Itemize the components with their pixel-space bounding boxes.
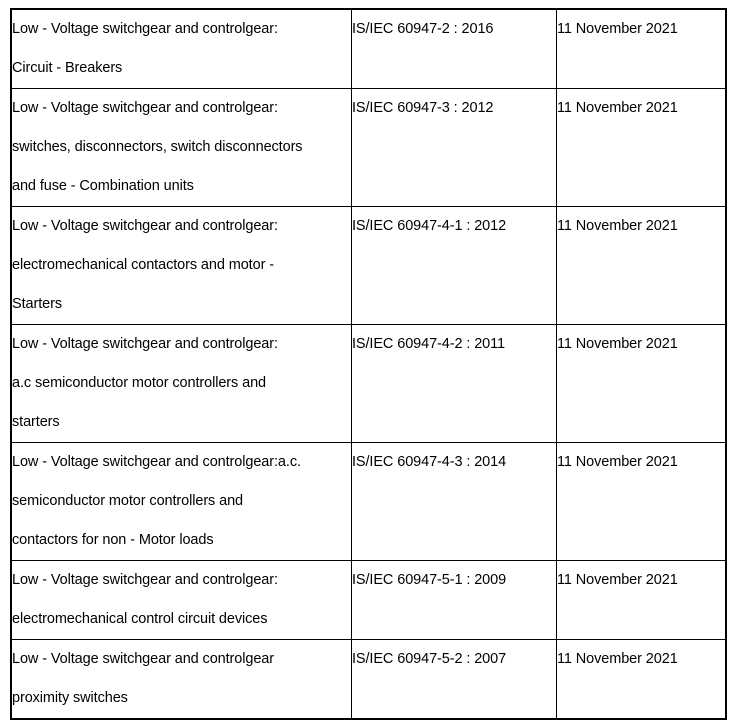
standard-number: IS/IEC 60947-4-1 : 2012: [352, 218, 507, 234]
standard-number: IS/IEC 60947-3 : 2012: [352, 100, 494, 116]
standard-cell: [352, 561, 557, 640]
standard-cell: [352, 89, 557, 207]
date-value: 11 November 2021: [557, 100, 678, 116]
standards-table-body: [11, 9, 726, 719]
standard-number: IS/IEC 60947-5-2 : 2007: [352, 651, 507, 667]
date-value: 11 November 2021: [557, 651, 678, 667]
description-line: Low - Voltage switchgear and controlgear:: [12, 21, 278, 37]
date-value: 11 November 2021: [557, 336, 678, 352]
description-cell: [11, 89, 352, 207]
description-cell: [11, 443, 352, 561]
date-value: 11 November 2021: [557, 21, 678, 37]
table-row: [11, 640, 726, 720]
standard-number: IS/IEC 60947-4-3 : 2014: [352, 454, 507, 470]
description-line: electromechanical contactors and motor -: [12, 257, 274, 273]
standard-cell: [352, 9, 557, 89]
table-row: [11, 9, 726, 89]
date-cell: [557, 89, 727, 207]
description-line: Low - Voltage switchgear and controlgear:a.c.: [12, 454, 301, 470]
description-line: semiconductor motor controllers and: [12, 493, 244, 509]
description-line: Low - Voltage switchgear and controlgear: [12, 651, 274, 667]
table-row: [11, 561, 726, 640]
description-line: a.c semiconductor motor controllers and: [12, 375, 266, 391]
description-cell: [11, 207, 352, 325]
date-cell: [557, 207, 727, 325]
standard-cell: [352, 640, 557, 720]
standard-cell: [352, 443, 557, 561]
table-row: [11, 207, 726, 325]
standards-table-container: [10, 8, 727, 720]
description-line: starters: [12, 414, 60, 430]
description-line: electromechanical control circuit devices: [12, 611, 268, 627]
description-line: Low - Voltage switchgear and controlgear:: [12, 572, 278, 588]
description-cell: [11, 561, 352, 640]
date-cell: [557, 561, 727, 640]
standard-cell: [352, 207, 557, 325]
description-line: Low - Voltage switchgear and controlgear:: [12, 100, 278, 116]
standards-table: [10, 8, 727, 720]
standard-number: IS/IEC 60947-4-2 : 2011: [352, 336, 506, 352]
table-row: [11, 443, 726, 561]
description-line: Starters: [12, 296, 62, 312]
date-cell: [557, 9, 727, 89]
description-line: switches, disconnectors, switch disconnectors: [12, 139, 303, 155]
table-row: [11, 89, 726, 207]
standard-number: IS/IEC 60947-2 : 2016: [352, 21, 494, 37]
description-line: Low - Voltage switchgear and controlgear:: [12, 336, 278, 352]
date-value: 11 November 2021: [557, 454, 678, 470]
description-line: Circuit - Breakers: [12, 60, 123, 76]
description-cell: [11, 325, 352, 443]
date-cell: [557, 325, 727, 443]
description-line: contactors for non - Motor loads: [12, 532, 214, 548]
description-cell: [11, 640, 352, 720]
description-cell: [11, 9, 352, 89]
table-row: [11, 325, 726, 443]
description-line: Low - Voltage switchgear and controlgear:: [12, 218, 278, 234]
date-cell: [557, 443, 727, 561]
description-line: and fuse - Combination units: [12, 178, 194, 194]
date-value: 11 November 2021: [557, 572, 678, 588]
description-line: proximity switches: [12, 690, 128, 706]
standard-cell: [352, 325, 557, 443]
date-value: 11 November 2021: [557, 218, 678, 234]
date-cell: [557, 640, 727, 720]
standard-number: IS/IEC 60947-5-1 : 2009: [352, 572, 507, 588]
